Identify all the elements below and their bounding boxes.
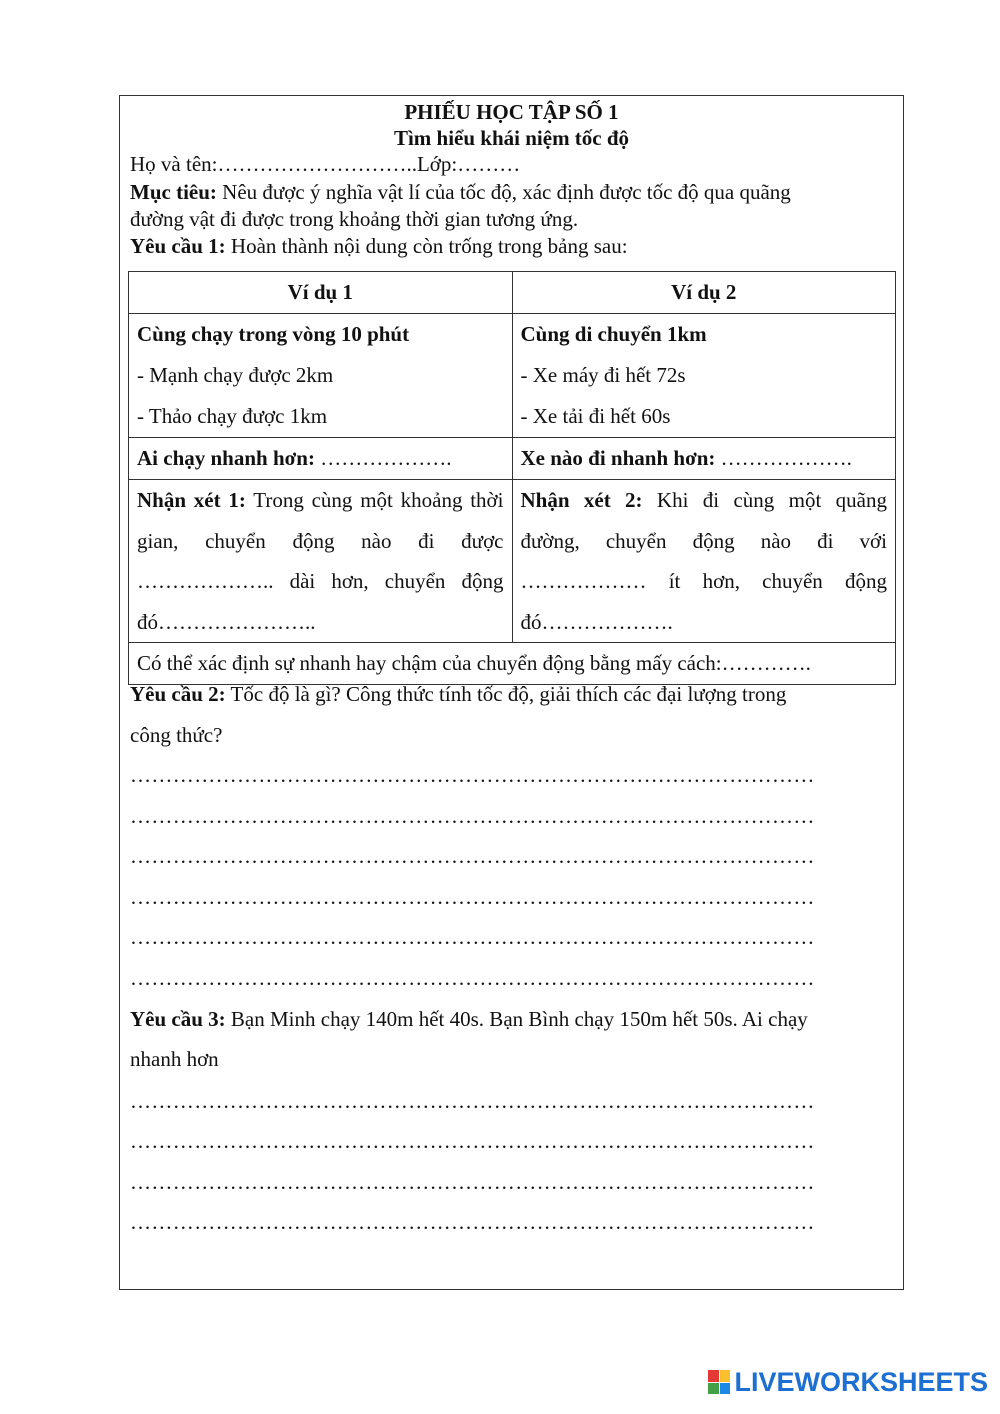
requirement-2-label: Yêu cầu 2: bbox=[130, 682, 226, 706]
requirement-3-line-2: nhanh hơn bbox=[130, 1047, 219, 1071]
example-1-title: Cùng chạy trong vòng 10 phút bbox=[137, 322, 410, 346]
objective-label: Mục tiêu: bbox=[130, 180, 217, 204]
requirement-1 bbox=[130, 234, 628, 259]
answer-line-3-2[interactable]: …………………………………………………………………………………… bbox=[130, 1129, 815, 1153]
worksheet-subtitle: Tìm hiểu khái niệm tốc độ bbox=[393, 126, 630, 150]
objective-line-2: đường vật đi được trong khoảng thời gian tương ứng. bbox=[130, 207, 579, 231]
question-1-label: Ai chạy nhanh hơn: bbox=[137, 446, 315, 470]
answer-line-2-5[interactable]: …………………………………………………………………………………… bbox=[130, 925, 815, 949]
worksheet-title: PHIẾU HỌC TẬP SỐ 1 bbox=[404, 100, 619, 124]
requirement-2 bbox=[130, 682, 786, 707]
requirement-3 bbox=[130, 1007, 808, 1032]
question-2-blank[interactable]: ………………. bbox=[715, 446, 852, 470]
name-class-line: Họ và tên:………………………..Lớp:……… bbox=[130, 152, 521, 176]
note-1-label: Nhận xét 1: bbox=[137, 488, 246, 512]
requirement-3-text-1: Bạn Minh chạy 140m hết 40s. Bạn Bình chạy 150m hết 50s. Ai chạy bbox=[225, 1007, 808, 1031]
liveworksheets-logo-icon bbox=[708, 1370, 730, 1394]
answer-line-3-4[interactable]: …………………………………………………………………………………… bbox=[130, 1210, 815, 1234]
worksheet-frame bbox=[119, 95, 904, 1290]
answer-line-2-2[interactable]: …………………………………………………………………………………… bbox=[130, 804, 815, 828]
question-1-blank[interactable]: ………………. bbox=[314, 446, 452, 470]
liveworksheets-logo-text: LIVEWORKSHEETS bbox=[734, 1366, 988, 1397]
note-2-text: Khi đi cùng một quãng đường, chuyển động nào đi với ……………… ít hơn, chuyển động đó………………. bbox=[520, 488, 887, 634]
example-2-line-2: - Xe tải đi hết 60s bbox=[520, 404, 671, 428]
note-2-label: Nhận xét 2: bbox=[520, 488, 643, 512]
col1-header: Ví dụ 1 bbox=[129, 272, 513, 314]
objective-line-1 bbox=[130, 180, 791, 205]
requirement-2-line-2: công thức? bbox=[130, 723, 223, 747]
requirement-1-text: Hoàn thành nội dung còn trống trong bảng sau: bbox=[225, 234, 628, 258]
question-2 bbox=[521, 438, 888, 479]
requirement-2-text-1: Tốc độ là gì? Công thức tính tốc độ, giải thích các đại lượng trong bbox=[225, 682, 787, 706]
methods-question[interactable]: Có thể xác định sự nhanh hay chậm của chuyển động bằng mấy cách:…………. bbox=[137, 651, 811, 676]
example-2-line-1: - Xe máy đi hết 72s bbox=[520, 363, 686, 387]
examples-table bbox=[128, 271, 896, 685]
question-2-label: Xe nào đi nhanh hơn: bbox=[520, 446, 716, 470]
answer-line-3-1[interactable]: …………………………………………………………………………………… bbox=[130, 1089, 815, 1113]
note-2[interactable] bbox=[521, 480, 888, 642]
question-1 bbox=[137, 438, 504, 479]
answer-line-2-3[interactable]: …………………………………………………………………………………… bbox=[130, 844, 815, 868]
note-1-text: Trong cùng một khoảng thời gian, chuyển động nào đi được ……………….. dài hơn, chuyển động đó………………….. bbox=[137, 488, 504, 634]
answer-line-2-6[interactable]: …………………………………………………………………………………… bbox=[130, 966, 815, 990]
requirement-3-label: Yêu cầu 3: bbox=[130, 1007, 226, 1031]
example-1-line-1: - Mạnh chạy được 2km bbox=[137, 363, 334, 387]
col2-header: Ví dụ 2 bbox=[512, 272, 896, 314]
requirement-1-label: Yêu cầu 1: bbox=[130, 234, 226, 258]
answer-line-3-3[interactable]: …………………………………………………………………………………… bbox=[130, 1170, 815, 1194]
example-2-title: Cùng di chuyển 1km bbox=[520, 322, 707, 346]
answer-line-2-4[interactable]: …………………………………………………………………………………… bbox=[130, 885, 815, 909]
liveworksheets-logo bbox=[708, 1364, 988, 1400]
note-1[interactable] bbox=[137, 480, 504, 642]
example-1-line-2: - Thảo chạy được 1km bbox=[137, 404, 328, 428]
answer-line-2-1[interactable]: …………………………………………………………………………………… bbox=[130, 763, 815, 787]
objective-text-1: Nêu được ý nghĩa vật lí của tốc độ, xác định được tốc độ qua quãng bbox=[216, 180, 791, 204]
